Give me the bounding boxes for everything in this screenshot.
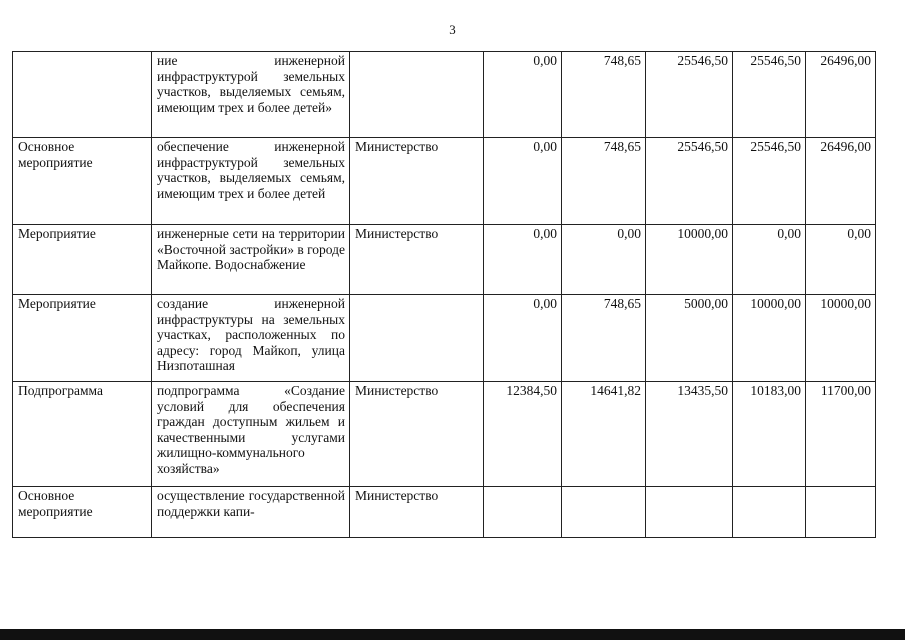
table-row (13, 225, 876, 295)
value-cell: 0,00 (733, 225, 806, 295)
value-cell (646, 487, 733, 538)
row-executor: Министерство (350, 138, 484, 225)
value-cell (562, 487, 646, 538)
page-number: 3 (449, 22, 456, 37)
row-executor: Министерство (350, 487, 484, 538)
row-type (13, 52, 152, 138)
row-type: Подпрограмма (13, 382, 152, 487)
budget-table (12, 51, 876, 538)
value-cell: 0,00 (484, 52, 562, 138)
value-cell: 0,00 (484, 225, 562, 295)
row-executor: Министерство (350, 382, 484, 487)
row-name: обеспечение инженерной инфраструктурой земельных участков, выделяемых семьям, имеющим трех и более детей (152, 138, 350, 225)
row-name: осуществление государственной поддержки капи- (152, 487, 350, 538)
value-cell: 10000,00 (646, 225, 733, 295)
value-cell: 12384,50 (484, 382, 562, 487)
value-cell: 748,65 (562, 138, 646, 225)
row-type: Мероприятие (13, 295, 152, 382)
value-cell: 5000,00 (646, 295, 733, 382)
value-cell: 13435,50 (646, 382, 733, 487)
row-name: ние инженерной инфраструктурой земельных участков, выделяемых семьям, имеющим трех и более детей» (152, 52, 350, 138)
value-cell: 10183,00 (733, 382, 806, 487)
row-name: инженерные сети на территории «Восточной застройки» в городе Майкопе. Водоснабжение (152, 225, 350, 295)
value-cell: 748,65 (562, 52, 646, 138)
table-row (13, 487, 876, 538)
value-cell: 10000,00 (733, 295, 806, 382)
value-cell: 11700,00 (806, 382, 876, 487)
value-cell: 26496,00 (806, 52, 876, 138)
value-cell: 25546,50 (646, 138, 733, 225)
table-row (13, 295, 876, 382)
value-cell: 0,00 (562, 225, 646, 295)
value-cell: 25546,50 (733, 52, 806, 138)
value-cell (733, 487, 806, 538)
row-executor (350, 295, 484, 382)
value-cell: 25546,50 (733, 138, 806, 225)
value-cell: 26496,00 (806, 138, 876, 225)
row-name: подпрограмма «Создание условий для обеспечения граждан доступным жильем и качественными услугами жилищно-коммунального хозяйства» (152, 382, 350, 487)
row-executor (350, 52, 484, 138)
value-cell: 14641,82 (562, 382, 646, 487)
value-cell: 0,00 (484, 138, 562, 225)
value-cell: 0,00 (484, 295, 562, 382)
row-type: Основное мероприятие (13, 487, 152, 538)
value-cell (806, 487, 876, 538)
row-type: Основное мероприятие (13, 138, 152, 225)
value-cell: 748,65 (562, 295, 646, 382)
row-executor: Министерство (350, 225, 484, 295)
table-row (13, 138, 876, 225)
value-cell (484, 487, 562, 538)
scan-border (0, 629, 905, 640)
row-type: Мероприятие (13, 225, 152, 295)
value-cell: 25546,50 (646, 52, 733, 138)
row-name: создание инженерной инфраструктуры на земельных участках, расположенных по адресу: город Майкоп, улица Низпоташная (152, 295, 350, 382)
table-row (13, 52, 876, 138)
value-cell: 10000,00 (806, 295, 876, 382)
table-row (13, 382, 876, 487)
value-cell: 0,00 (806, 225, 876, 295)
